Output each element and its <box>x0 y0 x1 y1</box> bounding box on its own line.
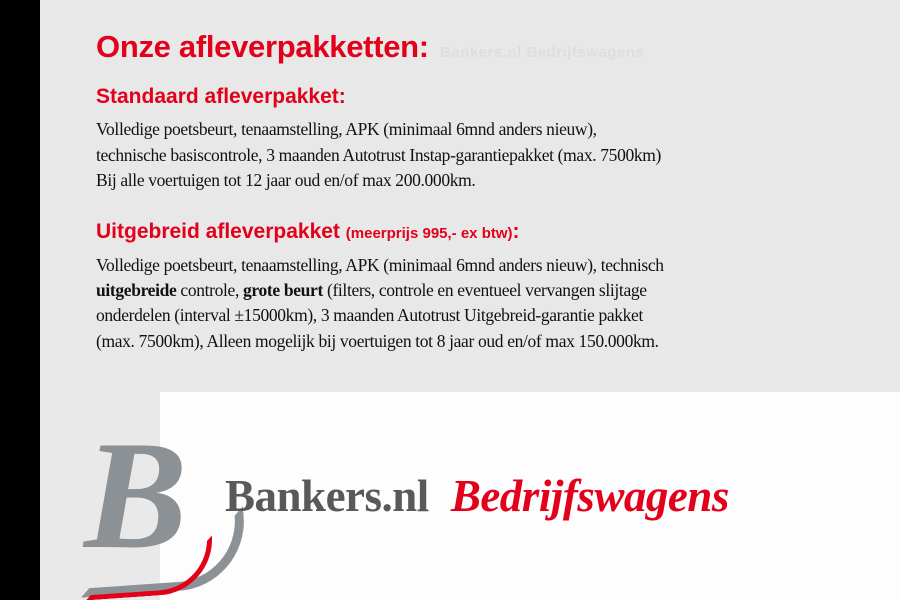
document-content <box>96 30 876 354</box>
logo-monogram: B <box>84 409 188 581</box>
section-uitgebreid <box>96 219 876 354</box>
logo-mark <box>70 409 235 592</box>
section-line: uitgebreide controle, grote beurt (filters, controle en eventueel vervangen slijtage <box>96 279 647 300</box>
section-line: (max. 7500km), Alleen mogelijk bij voertuigen tot 8 jaar oud en/of max 150.000km. <box>96 330 659 351</box>
logo-wordmark <box>225 470 729 522</box>
section-heading-main: Uitgebreid afleverpakket <box>96 220 340 244</box>
page-title: Onze afleverpakketten: <box>96 29 429 64</box>
section-standaard <box>96 84 876 193</box>
logo <box>70 409 890 592</box>
swoosh-red-icon <box>82 536 216 600</box>
section-heading: Standaard afleverpakket: <box>96 85 346 109</box>
logo-subtitle: Bedrijfswagens <box>450 471 729 521</box>
section-line: onderdelen (interval ±15000km), 3 maanden Autotrust Uitgebreid-garantie pakket <box>96 305 643 326</box>
section-heading-colon: : <box>512 220 520 244</box>
section-heading <box>96 219 876 244</box>
section-heading-note: (meerprijs 995,- ex btw) <box>345 225 513 243</box>
section-line: Volledige poetsbeurt, tenaamstelling, APK (minimaal 6mnd anders nieuw), technisch <box>96 254 664 275</box>
section-line: Bij alle voertuigen tot 12 jaar oud en/of max 200.000km. <box>96 170 476 191</box>
section-line-bold-uitgebreide: uitgebreide <box>96 279 177 300</box>
section-line: Volledige poetsbeurt, tenaamstelling, APK (minimaal 6mnd anders nieuw), <box>96 119 597 140</box>
watermark-text: Bankers.nl Bedrijfswagens <box>440 44 645 61</box>
logo-name: Bankers.nl <box>225 471 429 521</box>
section-line: technische basiscontrole, 3 maanden Autotrust Instap-garantiepakket (max. 7500km) <box>96 144 662 165</box>
section-gap <box>96 193 876 219</box>
section-line-bold-grote-beurt: grote beurt <box>243 279 323 300</box>
